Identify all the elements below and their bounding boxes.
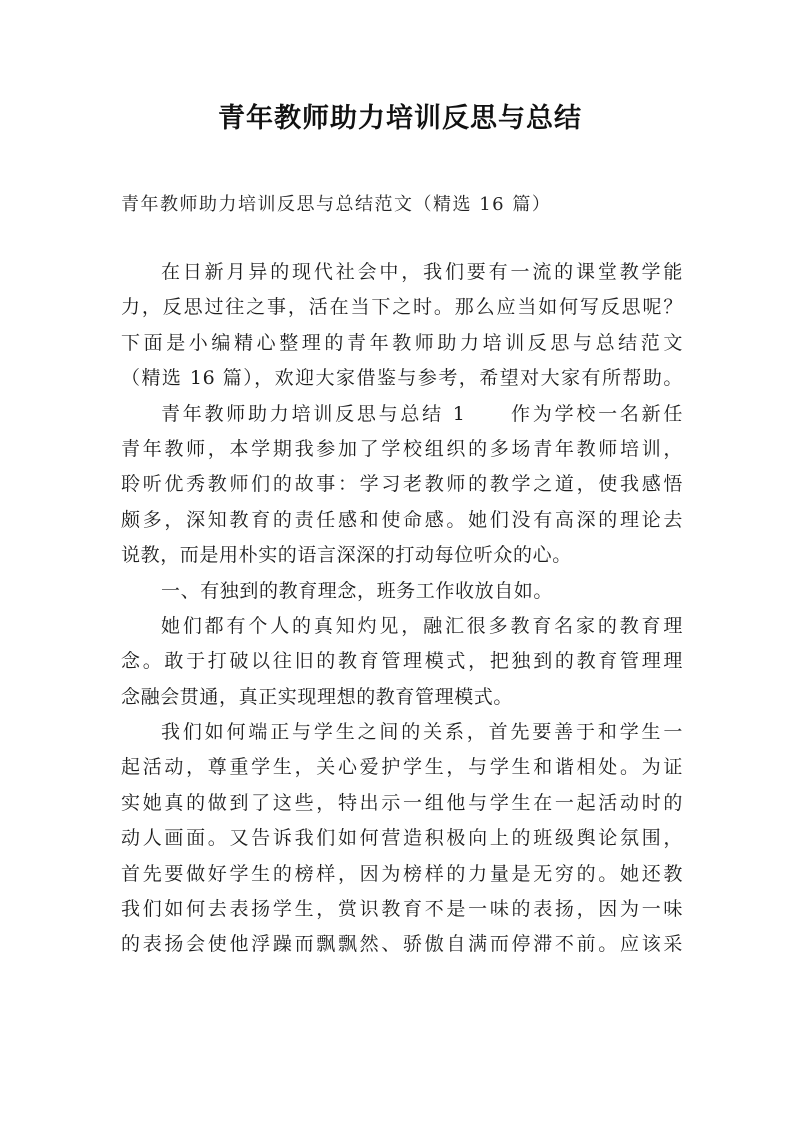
document-body — [121, 255, 683, 963]
body-line: 青年教师，本学期我参加了学校组织的多场青年教师培训， — [121, 437, 683, 460]
body-line: 在日新月异的现代社会中，我们要有一流的课堂教学能 — [161, 261, 683, 283]
document-title: 青年教师助力培训反思与总结 — [218, 103, 582, 134]
body-line: 动人画面。又告诉我们如何营造积极向上的班级舆论氛围， — [121, 827, 683, 850]
body-line: 我们如何端正与学生之间的关系，首先要善于和学生一 — [161, 721, 683, 744]
body-line: 念。敢于打破以往旧的教育管理模式，把独到的教育管理理 — [121, 650, 683, 673]
body-line: 说教，而是用朴实的语言深深的打动每位听众的心。 — [121, 544, 572, 567]
body-line: 青年教师助力培训反思与总结 1 作为学校一名新任 — [161, 402, 683, 425]
body-line: 念融会贯通，真正实现理想的教育管理模式。 — [121, 685, 514, 708]
body-line: （精选 16 篇），欢迎大家借鉴与参考，希望对大家有所帮助。 — [121, 367, 683, 390]
body-line: 起活动，尊重学生，关心爱护学生，与学生和谐相处。为证 — [121, 756, 683, 779]
body-line: 实她真的做到了这些，特出示一组他与学生在一起活动时的 — [121, 791, 683, 814]
document-subtitle: 青年教师助力培训反思与总结范文（精选 16 篇） — [121, 194, 552, 215]
body-line: 她们都有个人的真知灼见，融汇很多教育名家的教育理 — [161, 614, 683, 637]
body-line: 力，反思过往之事，活在当下之时。那么应当如何写反思呢？ — [121, 296, 683, 319]
body-line: 下面是小编精心整理的青年教师助力培训反思与总结范文 — [121, 331, 683, 354]
body-line: 的表扬会使他浮躁而飘飘然、骄傲自满而停滞不前。应该采 — [121, 933, 683, 956]
body-line: 颇多，深知教育的责任感和使命感。她们没有高深的理论去 — [121, 508, 683, 531]
section-heading: 一、有独到的教育理念，班务工作收放自如。 — [161, 579, 554, 602]
body-line: 我们如何去表扬学生，赏识教育不是一味的表扬，因为一味 — [121, 898, 683, 921]
body-line: 首先要做好学生的榜样，因为榜样的力量是无穷的。她还教 — [121, 862, 683, 885]
body-line: 聆听优秀教师们的故事：学习老教师的教学之道，使我感悟 — [121, 473, 683, 496]
